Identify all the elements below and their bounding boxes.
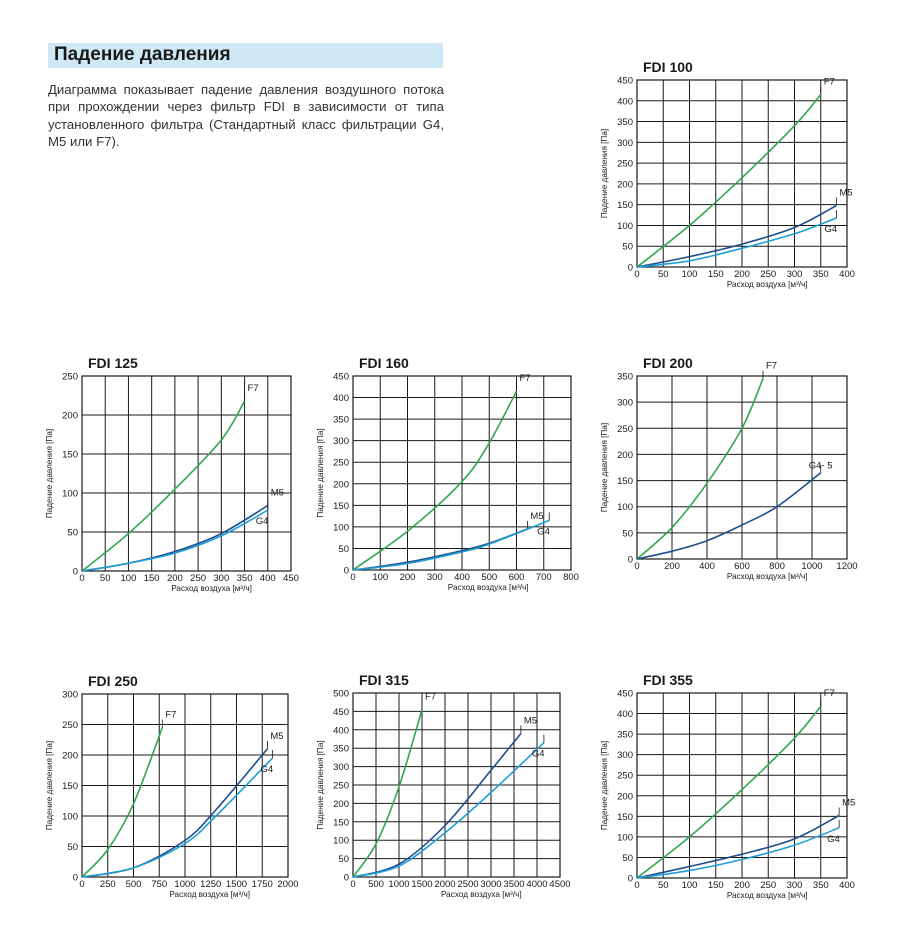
chart-title: FDI 315 <box>359 672 409 688</box>
series-line-g4 <box>353 520 549 570</box>
x-tick-label: 250 <box>99 879 116 890</box>
y-tick-label: 300 <box>617 750 633 762</box>
series-line-f7 <box>637 706 821 878</box>
x-tick-label: 500 <box>125 879 142 890</box>
y-tick-label: 50 <box>622 852 633 864</box>
series-line-f7 <box>637 379 763 559</box>
y-tick-label: 100 <box>333 522 349 534</box>
x-tick-label: 1750 <box>251 879 273 890</box>
x-tick-label: 100 <box>372 572 389 583</box>
y-tick-label: 100 <box>333 835 349 847</box>
y-tick-label: 250 <box>333 457 349 469</box>
chart-fdi-250 <box>45 673 299 899</box>
y-tick-label: 300 <box>62 689 78 701</box>
y-axis-label: Падение давления [Па] <box>45 740 54 831</box>
x-axis-label: Расход воздуха [м³/ч] <box>171 584 252 593</box>
y-tick-label: 50 <box>67 527 78 539</box>
series-line-m5 <box>637 816 839 879</box>
series-label-g4: G4 <box>537 526 550 538</box>
series-label-m5: M5 <box>530 511 544 523</box>
page-description: Диаграмма показывает падение давления воздушного потока при прохождении через фильтр FDI в зависимости от типа установленного фильтра (Стандартный класс фильтрации G4, M5 или F7). <box>48 82 444 149</box>
x-tick-label: 1500 <box>225 879 248 890</box>
y-tick-label: 150 <box>333 817 349 829</box>
chart-title: FDI 200 <box>643 355 693 371</box>
x-tick-label: 350 <box>812 269 829 280</box>
y-tick-label: 400 <box>617 709 633 721</box>
y-tick-label: 250 <box>617 423 633 435</box>
x-tick-label: 1500 <box>411 879 433 890</box>
x-tick-label: 2000 <box>277 879 299 890</box>
series-label-f7: F7 <box>823 688 835 700</box>
chart-fdi-355 <box>600 672 855 900</box>
series-line-g4 <box>353 743 544 877</box>
x-tick-label: 300 <box>426 572 443 583</box>
series-label-m5: M5 <box>270 730 284 742</box>
x-tick-label: 200 <box>664 561 680 572</box>
chart-fdi-100 <box>600 59 855 289</box>
x-tick-label: 1250 <box>200 879 222 890</box>
y-tick-label: 200 <box>333 479 349 491</box>
x-tick-label: 400 <box>839 880 855 891</box>
y-tick-label: 200 <box>333 798 349 810</box>
x-axis-label: Расход воздуха [м³/ч] <box>169 890 251 899</box>
x-tick-label: 0 <box>634 880 640 891</box>
page-heading: Падение давления <box>54 44 231 65</box>
y-tick-label: 350 <box>617 729 633 741</box>
x-tick-label: 1000 <box>388 879 410 890</box>
x-tick-label: 0 <box>79 879 85 890</box>
y-tick-label: 200 <box>62 750 78 762</box>
y-tick-label: 400 <box>617 96 633 108</box>
series-line-m5 <box>637 206 837 268</box>
x-tick-label: 100 <box>681 269 698 280</box>
y-tick-label: 0 <box>72 872 78 884</box>
x-tick-label: 400 <box>259 573 276 584</box>
y-tick-label: 250 <box>617 770 633 782</box>
chart-fdi-200 <box>600 355 858 581</box>
series-label-m5: M5 <box>270 487 284 499</box>
y-tick-label: 200 <box>617 791 633 803</box>
x-tick-label: 200 <box>734 880 750 891</box>
y-tick-label: 50 <box>622 241 633 253</box>
x-tick-label: 800 <box>769 561 785 572</box>
x-tick-label: 0 <box>350 879 356 890</box>
y-tick-label: 150 <box>617 476 633 488</box>
x-tick-label: 400 <box>699 561 715 572</box>
y-tick-label: 50 <box>622 528 633 540</box>
y-tick-label: 100 <box>617 832 633 844</box>
x-tick-label: 2000 <box>434 879 456 890</box>
x-tick-label: 2500 <box>457 879 479 890</box>
x-tick-label: 500 <box>481 572 498 583</box>
x-tick-label: 400 <box>454 572 470 583</box>
y-axis-label: Падение давления [Па] <box>316 428 325 518</box>
series-label-f7: F7 <box>247 382 259 394</box>
y-tick-label: 150 <box>617 811 633 823</box>
series-label-g4: G4 <box>531 748 545 760</box>
x-tick-label: 1000 <box>174 879 196 890</box>
x-tick-label: 300 <box>786 880 803 891</box>
x-axis-label: Расход воздуха [м³/ч] <box>440 890 522 899</box>
x-tick-label: 250 <box>760 880 777 891</box>
x-tick-label: 300 <box>213 573 230 584</box>
series-label-f7: F7 <box>519 373 531 385</box>
y-tick-label: 0 <box>627 554 633 566</box>
x-tick-label: 1000 <box>801 561 823 572</box>
x-tick-label: 0 <box>79 573 85 584</box>
y-tick-label: 0 <box>343 872 349 884</box>
y-tick-label: 450 <box>617 75 633 87</box>
y-tick-label: 250 <box>62 371 78 383</box>
y-tick-label: 400 <box>333 725 349 737</box>
y-tick-label: 100 <box>62 488 78 500</box>
series-label-m5: M5 <box>839 187 853 199</box>
y-tick-label: 50 <box>338 543 349 555</box>
x-tick-label: 0 <box>634 269 640 280</box>
series-label-g4: G4 <box>824 223 838 235</box>
x-tick-label: 350 <box>812 880 829 891</box>
x-tick-label: 300 <box>786 269 803 280</box>
y-tick-label: 450 <box>617 688 633 700</box>
y-tick-label: 250 <box>333 780 349 792</box>
x-axis-label: Расход воздуха [м³/ч] <box>726 280 808 289</box>
chart-fdi-160 <box>316 355 579 592</box>
x-tick-label: 3500 <box>503 879 525 890</box>
y-tick-label: 200 <box>62 410 78 422</box>
y-tick-label: 300 <box>333 762 349 774</box>
y-tick-label: 350 <box>333 743 349 755</box>
x-tick-label: 150 <box>707 269 724 280</box>
chart-title: FDI 250 <box>88 673 138 689</box>
series-line-f7 <box>82 728 162 878</box>
x-tick-label: 0 <box>350 572 356 583</box>
chart-title: FDI 100 <box>643 59 693 75</box>
x-tick-label: 3000 <box>480 879 502 890</box>
y-tick-label: 150 <box>333 500 349 512</box>
series-line-f7 <box>353 710 422 877</box>
y-tick-label: 0 <box>627 873 633 885</box>
y-tick-label: 100 <box>617 220 633 232</box>
series-label-m5: M5 <box>523 715 538 727</box>
y-tick-label: 50 <box>67 842 78 853</box>
x-tick-label: 0 <box>634 561 640 572</box>
y-tick-label: 300 <box>617 397 633 409</box>
x-tick-label: 500 <box>368 879 384 890</box>
x-tick-label: 800 <box>563 572 579 583</box>
y-tick-label: 100 <box>62 811 78 823</box>
series-label-f7: F7 <box>766 360 778 372</box>
series-line-g4 <box>637 828 839 878</box>
chart-title: FDI 125 <box>88 355 138 371</box>
x-tick-label: 700 <box>535 572 552 583</box>
y-tick-label: 200 <box>617 179 633 191</box>
x-tick-label: 200 <box>734 269 750 280</box>
series-line-f7 <box>82 401 245 571</box>
y-axis-label: Падение давления [Па] <box>45 428 54 519</box>
x-tick-label: 250 <box>760 269 777 280</box>
x-axis-label: Расход воздуха [м³/ч] <box>726 891 808 900</box>
chart-title: FDI 160 <box>359 355 409 371</box>
x-tick-label: 4000 <box>526 879 548 890</box>
x-tick-label: 600 <box>508 572 525 583</box>
x-tick-label: 150 <box>707 880 724 891</box>
x-tick-label: 1200 <box>836 561 858 572</box>
series-label-f7: F7 <box>165 709 177 721</box>
series-line-m5 <box>353 734 521 878</box>
series-label-g4-m5: G4- 5 <box>808 460 833 472</box>
series-label-g4: G4 <box>827 833 840 845</box>
y-tick-label: 50 <box>338 854 349 866</box>
x-tick-label: 350 <box>236 573 253 584</box>
series-label-f7: F7 <box>425 691 437 703</box>
y-tick-label: 500 <box>333 688 349 700</box>
x-tick-label: 100 <box>120 573 137 584</box>
y-tick-label: 350 <box>333 414 349 426</box>
y-tick-label: 350 <box>617 371 633 383</box>
y-tick-label: 200 <box>617 449 633 461</box>
y-tick-label: 250 <box>62 720 78 731</box>
plot-frame <box>82 376 291 571</box>
x-tick-label: 200 <box>166 573 183 584</box>
y-tick-label: 400 <box>333 393 349 405</box>
x-tick-label: 4500 <box>549 879 571 890</box>
series-label-g4: G4 <box>260 764 274 776</box>
series-line-f7 <box>637 95 821 268</box>
y-axis-label: Падение давления [Па] <box>600 740 609 831</box>
y-axis-label: Падение давления [Па] <box>600 422 609 513</box>
y-tick-label: 0 <box>343 565 349 577</box>
y-axis-label: Падение давления [Па] <box>600 128 609 219</box>
x-tick-label: 150 <box>143 573 160 584</box>
x-tick-label: 250 <box>190 573 207 584</box>
y-tick-label: 0 <box>627 262 633 274</box>
y-tick-label: 150 <box>62 449 78 461</box>
series-line-g4-m5 <box>637 473 821 559</box>
chart-fdi-125 <box>45 355 299 593</box>
x-axis-label: Расход воздуха [м³/ч] <box>447 583 529 592</box>
x-tick-label: 50 <box>657 880 669 891</box>
y-tick-label: 300 <box>333 436 349 448</box>
series-line-m5 <box>353 529 527 570</box>
y-tick-label: 150 <box>62 781 78 792</box>
chart-fdi-315 <box>316 672 571 899</box>
x-tick-label: 750 <box>151 879 168 890</box>
y-tick-label: 450 <box>333 706 349 718</box>
x-tick-label: 200 <box>399 572 416 583</box>
y-tick-label: 150 <box>617 200 633 212</box>
x-tick-label: 600 <box>734 561 750 572</box>
x-tick-label: 50 <box>657 269 669 280</box>
series-line-m5 <box>82 749 267 877</box>
y-tick-label: 300 <box>617 137 633 149</box>
x-tick-label: 450 <box>283 573 299 584</box>
y-tick-label: 100 <box>617 502 633 514</box>
y-tick-label: 450 <box>333 371 349 383</box>
x-tick-label: 50 <box>99 573 111 584</box>
y-tick-label: 0 <box>72 566 78 578</box>
x-tick-label: 400 <box>839 269 855 280</box>
x-tick-label: 100 <box>681 880 698 891</box>
series-label-m5: M5 <box>842 797 856 809</box>
series-label-g4: G4 <box>255 516 269 528</box>
x-axis-label: Расход воздуха [м³/ч] <box>726 572 808 581</box>
y-axis-label: Падение давления [Па] <box>316 740 325 830</box>
chart-title: FDI 355 <box>643 672 693 688</box>
y-tick-label: 350 <box>617 117 633 129</box>
series-label-f7: F7 <box>823 76 835 88</box>
y-tick-label: 250 <box>617 158 633 170</box>
